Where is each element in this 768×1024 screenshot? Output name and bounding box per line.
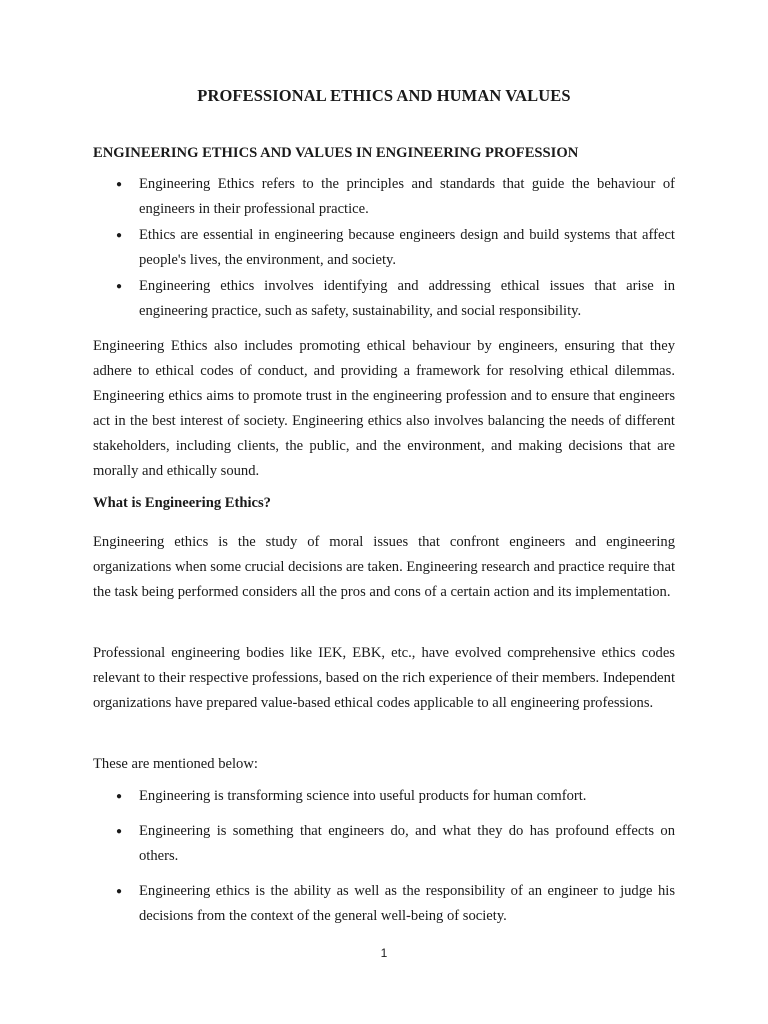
sub-heading: What is Engineering Ethics? xyxy=(93,495,271,511)
bullet-icon: ● xyxy=(116,179,123,190)
list-item-text: Ethics are essential in engineering because engineers design and build systems that affect people's lives, the environment, and society. xyxy=(139,227,675,268)
bullet-icon: ● xyxy=(116,826,123,837)
bullet-icon: ● xyxy=(116,886,123,897)
list-item-text: Engineering is transforming science into useful products for human comfort. xyxy=(139,788,587,804)
bullet-icon: ● xyxy=(116,791,123,802)
list-item xyxy=(93,274,675,324)
page-number: 1 xyxy=(380,946,388,960)
list-item xyxy=(93,879,675,929)
intro-bullet-list xyxy=(93,172,675,325)
list-item-text: Engineering ethics involves identifying and addressing ethical issues that arise in engineering practice, such as safety, sustainability, and social responsibility. xyxy=(139,278,675,319)
document-title: PROFESSIONAL ETHICS AND HUMAN VALUES xyxy=(197,86,571,105)
paragraph-definition: Engineering ethics is the study of moral issues that confront engineers and engineering organizations when some crucial decisions are taken. Engineering research and practice require that the task being performed considers all the pros and cons of a certain action and its implementation. xyxy=(93,534,676,600)
list-item-text: Engineering Ethics refers to the principles and standards that guide the behaviour of engineers in their professional practice. xyxy=(139,176,675,217)
section-heading: ENGINEERING ETHICS AND VALUES IN ENGINEERING PROFESSION xyxy=(93,145,579,161)
paragraph-list-intro: These are mentioned below: xyxy=(93,756,258,772)
list-item-text: Engineering is something that engineers do, and what they do has profound effects on others. xyxy=(139,823,675,864)
bullet-icon: ● xyxy=(116,281,123,292)
list-item-text: Engineering ethics is the ability as well as the responsibility of an engineer to judge his decisions from the context of the general well-being of society. xyxy=(139,883,675,924)
list-item xyxy=(93,223,675,273)
paragraph-professional-bodies: Professional engineering bodies like IEK, EBK, etc., have evolved comprehensive ethics codes relevant to their respective professions, based on the rich experience of their members. Independent organizations have prepared value-based ethical codes applicable to all engineering professions. xyxy=(93,645,675,711)
bullet-icon: ● xyxy=(116,230,123,241)
closing-bullet-list xyxy=(93,784,675,939)
list-item xyxy=(93,819,675,869)
paragraph-ethics-overview: Engineering Ethics also includes promoting ethical behaviour by engineers, ensuring that they adhere to ethical codes of conduct, and providing a framework for resolving ethical dilemmas. Engineering ethics aims to promote trust in the engineering profession and to ensure that engineers act in the best interest of society. Engineering ethics also involves balancing the needs of different stakeholders, including clients, the public, and the environment, and making decisions that are morally and ethically sound. xyxy=(93,338,675,479)
list-item xyxy=(93,172,675,222)
list-item xyxy=(93,784,675,809)
